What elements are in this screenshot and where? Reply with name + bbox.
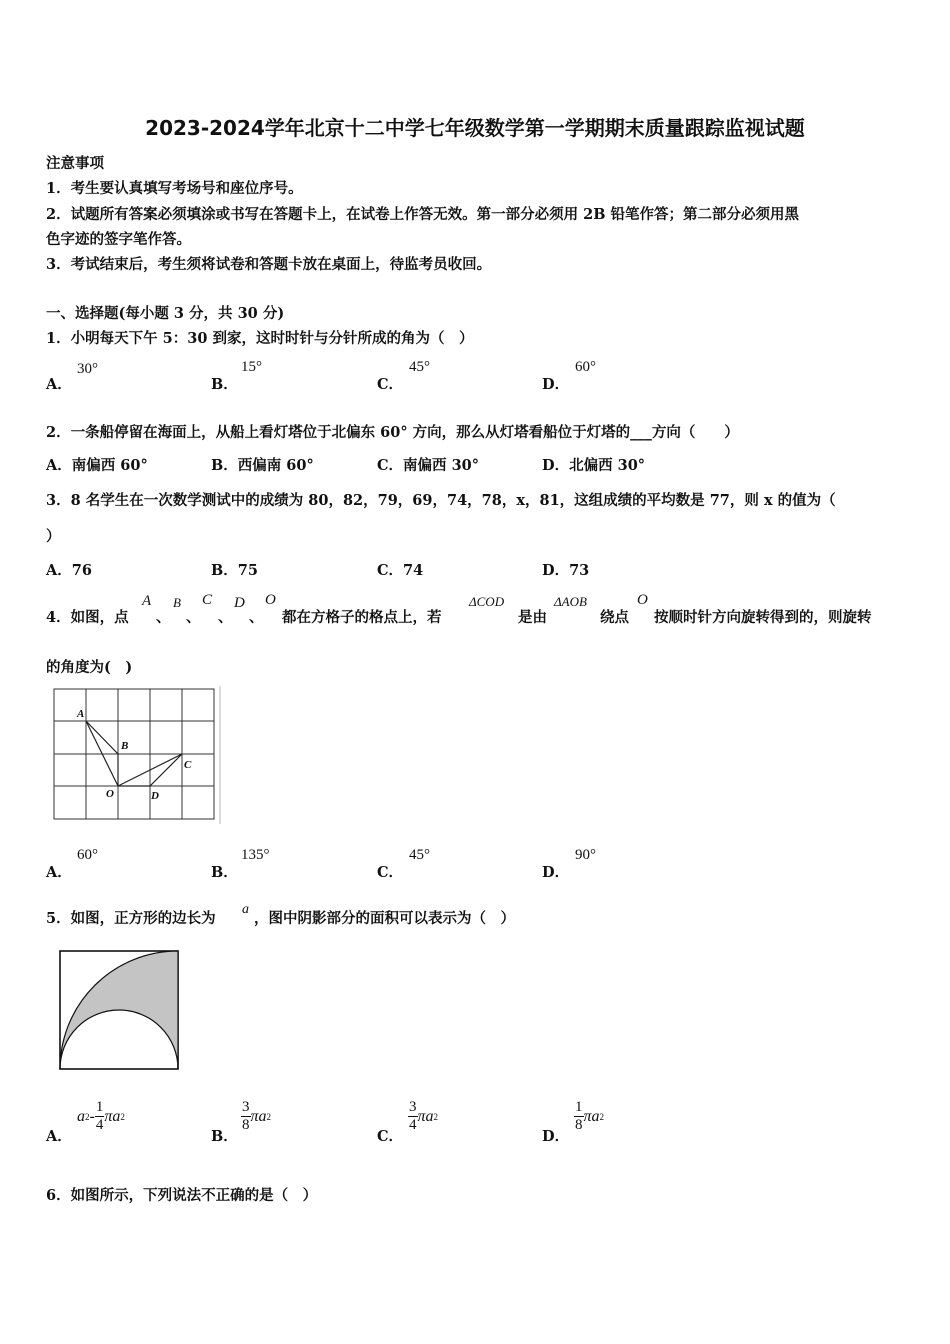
q4-point-b: B [173,595,181,610]
q1-option-d: 60° [575,359,596,375]
q4-sep: 、 [218,609,233,626]
q1-option-c: 45° [409,359,430,375]
q4-triangle-cod: ΔCOD [469,594,505,609]
q5-option-b: $\frac{3}{8}$ πa 2 [242,1099,272,1133]
q2-option-a: A．南偏西 60° [46,457,148,474]
q5-shaded-square-figure [58,949,182,1073]
q3-option-c: C．74 [377,562,424,579]
question-5-suffix: ，图中阴影部分的面积可以表示为（ ） [254,910,515,927]
notice-heading: 注意事项 [46,155,104,172]
q4-point-a: A [142,593,152,609]
q4-option-a-label: A． [46,864,72,881]
q4-sep: 、 [249,609,264,626]
question-1-stem: 1．小明每天下午 5：30 到家，这时时针与分针所成的角为（ ） [46,330,474,347]
grid-label-b: B [121,740,129,752]
q5-option-a-label: A． [46,1128,72,1145]
q4-point-c: C [202,592,213,608]
q5-option-a: a 2 - $\frac{1}{4}$ πa 2 [77,1099,125,1133]
q4-center-o: O [637,592,648,608]
notice-item: 1．考生要认真填写考场号和座位序号。 [46,180,303,197]
q4-option-b: 135° [241,847,270,863]
grid-label-o: O [106,788,114,800]
q1-option-b: 15° [241,359,262,375]
q3-option-a: A．76 [46,562,92,579]
q4-middle-3: 绕点 [600,609,629,626]
q3-option-b: B．75 [211,562,258,579]
q4-suffix: 按顺时针方向旋转得到的，则旋转 [654,609,872,626]
q4-option-d: 90° [575,847,596,863]
q4-grid-figure [48,684,228,826]
grid-label-c: C [184,759,192,771]
page-title: 2023-2024学年北京十二中学七年级数学第一学期期末质量跟踪监视试题 [145,116,805,140]
q5-option-d: $\frac{1}{8}$ πa 2 [575,1099,605,1133]
q4-option-a: 60° [77,847,98,863]
q5-option-c: $\frac{3}{4}$ πa 2 [409,1099,439,1133]
question-3-stem: 3．8 名学生在一次数学测试中的成绩为 80，82，79，69，74，78，x，81，这组成绩的平均数是 77，则 x 的值为（ [46,492,836,509]
question-2-stem: 2．一条船停留在海面上，从船上看灯塔位于北偏东 60° 方向，那么从灯塔看船位于灯塔的___方向（ ） [46,424,739,441]
q1-option-a: 30° [77,361,98,377]
notice-item: 3．考试结束后，考生须将试卷和答题卡放在桌面上，待监考员收回。 [46,256,492,273]
question-5-prefix: 5．如图，正方形的边长为 [46,910,216,927]
grid-label-d: D [151,790,159,802]
q5-var: a [242,902,249,917]
question-3-stem-end: ） [46,528,61,545]
q4-sep: 、 [156,609,171,626]
q4-option-c-label: C． [377,864,404,881]
q2-option-b: B．西偏南 60° [211,457,314,474]
q4-sep: 、 [186,609,201,626]
q2-option-d: D．北偏西 30° [542,457,646,474]
q4-middle-2: 是由 [518,609,547,626]
q1-option-b-label: B． [211,376,238,393]
section-heading: 一、选择题(每小题 3 分，共 30 分) [46,305,285,322]
q4-middle: 都在方格子的格点上，若 [282,609,442,626]
q1-option-c-label: C． [377,376,404,393]
notice-item: 色字迹的签字笔作答。 [46,231,191,248]
q4-option-b-label: B． [211,864,238,881]
q4-point-d: D [234,595,245,611]
q4-option-c: 45° [409,847,430,863]
q2-option-c: C．南偏西 30° [377,457,480,474]
q5-option-d-label: D． [542,1128,570,1145]
q4-line-2: 的角度为( ) [46,659,133,676]
q5-option-c-label: C． [377,1128,404,1145]
q3-option-d: D．73 [542,562,590,579]
notice-item: 2．试题所有答案必须填涂或书写在答题卡上，在试卷上作答无效。第一部分必须用 2B 铅笔作答；第二部分必须用黑 [46,206,800,223]
question-4-prefix: 4．如图，点 [46,609,129,626]
q1-option-d-label: D． [542,376,570,393]
q5-option-b-label: B． [211,1128,238,1145]
q4-triangle-aob: ΔAOB [554,594,587,609]
q4-option-d-label: D． [542,864,570,881]
question-6-stem: 6．如图所示，下列说法不正确的是（ ） [46,1187,318,1204]
q1-option-a-label: A． [46,376,72,393]
q4-point-o: O [265,592,276,608]
grid-label-a: A [77,708,85,720]
